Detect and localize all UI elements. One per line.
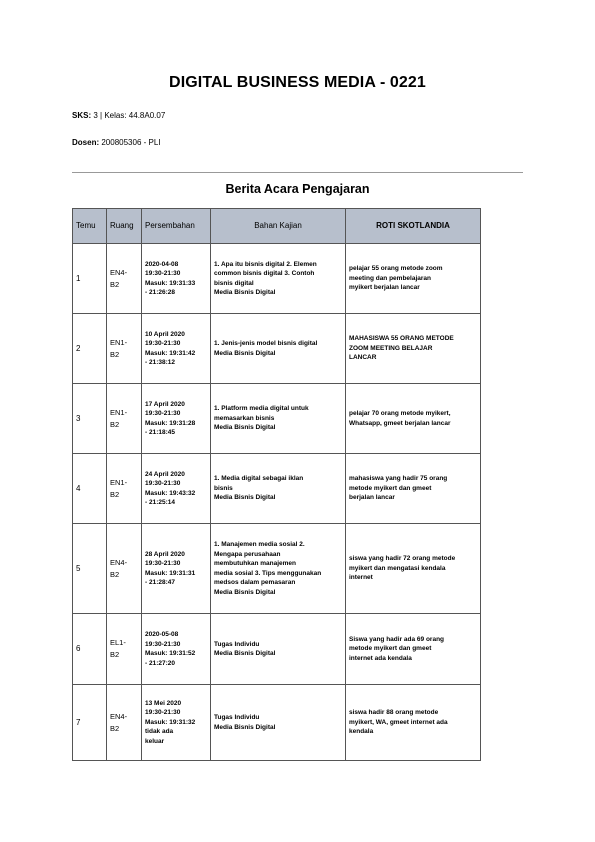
- cell-ruang: EN1- B2: [107, 384, 142, 454]
- page-title: DIGITAL BUSINESS MEDIA - 0221: [169, 74, 426, 91]
- header-persembahan: Persembahan: [142, 209, 211, 244]
- header-bahan-kajian: Bahan Kajian: [211, 209, 346, 244]
- cell-persembahan: 2020-04-08 19:30-21:30 Masuk: 19:31:33 - 21:26:28: [142, 244, 211, 314]
- cell-ruang: EN4- B2: [107, 685, 142, 761]
- cell-bahan-kajian: 1. Jenis-jenis model bisnis digital Media Bisnis Digital: [211, 314, 346, 384]
- cell-persembahan: 10 April 2020 19:30-21:30 Masuk: 19:31:42 - 21:38:12: [142, 314, 211, 384]
- cell-roti: pelajar 70 orang metode myikert, Whatsapp, gmeet berjalan lancar: [346, 384, 481, 454]
- table-row: [73, 244, 481, 314]
- cell-roti: pelajar 55 orang metode zoom meeting dan pembelajaran myikert berjalan lancar: [346, 244, 481, 314]
- table-row: [73, 685, 481, 761]
- cell-persembahan: 13 Mei 2020 19:30-21:30 Masuk: 19:31:32 tidak ada keluar: [142, 685, 211, 761]
- cell-ruang: EN1- B2: [107, 314, 142, 384]
- cell-temu: 7: [73, 685, 107, 761]
- cell-roti: siswa yang hadir 72 orang metode myikert dan mengatasi kendala internet: [346, 524, 481, 614]
- cell-bahan-kajian: 1. Apa itu bisnis digital 2. Elemen common bisnis digital 3. Contoh bisnis digital Media Bisnis Digital: [211, 244, 346, 314]
- sks-label: SKS:: [72, 111, 92, 120]
- table-row: [73, 314, 481, 384]
- cell-bahan-kajian: 1. Platform media digital untuk memasarkan bisnis Media Bisnis Digital: [211, 384, 346, 454]
- cell-persembahan: 28 April 2020 19:30-21:30 Masuk: 19:31:31 - 21:28:47: [142, 524, 211, 614]
- table-row: [73, 614, 481, 685]
- cell-ruang: EN4- B2: [107, 244, 142, 314]
- table-header-row: [73, 209, 481, 244]
- cell-bahan-kajian: 1. Media digital sebagai iklan bisnis Media Bisnis Digital: [211, 454, 346, 524]
- cell-roti: Siswa yang hadir ada 69 orang metode myikert dan gmeet internet ada kendala: [346, 614, 481, 685]
- dosen-value: 200805306 - PLI: [101, 138, 161, 147]
- cell-temu: 3: [73, 384, 107, 454]
- table-row: [73, 454, 481, 524]
- header-ruang: Ruang: [107, 209, 142, 244]
- cell-temu: 1: [73, 244, 107, 314]
- attendance-table: [72, 208, 481, 761]
- cell-bahan-kajian: Tugas Individu Media Bisnis Digital: [211, 614, 346, 685]
- sks-kelas-line: [72, 111, 165, 120]
- cell-persembahan: 2020-05-08 19:30-21:30 Masuk: 19:31:52 - 21:27:20: [142, 614, 211, 685]
- cell-temu: 6: [73, 614, 107, 685]
- table-row: [73, 384, 481, 454]
- cell-ruang: EN4- B2: [107, 524, 142, 614]
- header-temu: Temu: [73, 209, 107, 244]
- cell-ruang: EL1- B2: [107, 614, 142, 685]
- sks-value: 3 | Kelas: 44.8A0.07: [93, 111, 166, 120]
- cell-bahan-kajian: Tugas Individu Media Bisnis Digital: [211, 685, 346, 761]
- cell-persembahan: 17 April 2020 19:30-21:30 Masuk: 19:31:28 - 21:18:45: [142, 384, 211, 454]
- cell-temu: 5: [73, 524, 107, 614]
- header-roti-skotlandia: ROTI SKOTLANDIA: [346, 209, 481, 244]
- cell-temu: 4: [73, 454, 107, 524]
- cell-persembahan: 24 April 2020 19:30-21:30 Masuk: 19:43:32 - 21:25:14: [142, 454, 211, 524]
- divider: [72, 172, 523, 173]
- section-title: Berita Acara Pengajaran: [225, 182, 370, 196]
- table-row: [73, 524, 481, 614]
- cell-roti: siswa hadir 88 orang metode myikert, WA, gmeet internet ada kendala: [346, 685, 481, 761]
- dosen-label: Dosen:: [72, 138, 100, 147]
- cell-ruang: EN1- B2: [107, 454, 142, 524]
- dosen-line: [72, 138, 161, 147]
- cell-temu: 2: [73, 314, 107, 384]
- cell-roti: MAHASISWA 55 ORANG METODE ZOOM MEETING BELAJAR LANCAR: [346, 314, 481, 384]
- cell-bahan-kajian: 1. Manajemen media sosial 2. Mengapa perusahaan membutuhkan manajemen media sosial 3. Tips menggunakan medsos dalam pemasaran Media Bisnis Digital: [211, 524, 346, 614]
- cell-roti: mahasiswa yang hadir 75 orang metode myikert dan gmeet berjalan lancar: [346, 454, 481, 524]
